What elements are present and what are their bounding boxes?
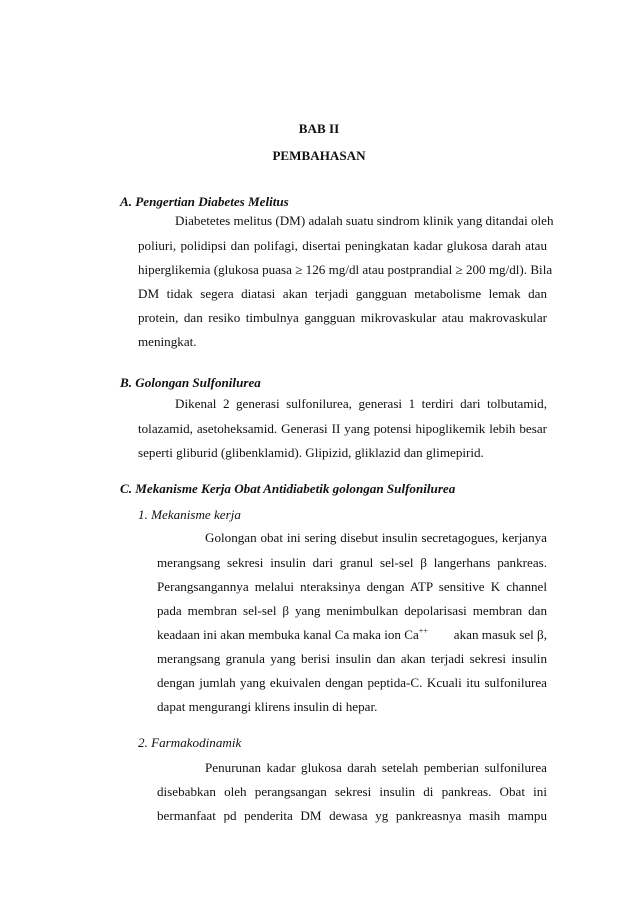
section-a-line-4: DM tidak segera diatasi akan terjadi gangguan metabolisme lemak dan (138, 286, 547, 301)
item-1-line-3: Perangsangannya melalui nteraksinya dengan ATP sensitive K channel (157, 579, 547, 594)
section-b-line-3: seperti gliburid (glibenklamid). Glipizid, gliklazid dan glimepirid. (138, 445, 484, 460)
section-a-line-5: protein, dan resiko timbulnya gangguan mikrovaskular atau makrovaskular (138, 310, 547, 325)
item-1-line-5 (157, 627, 547, 643)
section-b-line-1: Dikenal 2 generasi sulfonilurea, generasi 1 terdiri dari tolbutamid, (175, 396, 547, 411)
item-2-line-3: bermanfaat pd penderita DM dewasa yg pankreasnya masih mampu (157, 808, 547, 823)
section-a-line-2: poliuri, polidipsi dan polifagi, disertai peningkatan kadar glukosa darah atau (138, 238, 547, 253)
ca-charge-superscript: ++ (418, 626, 428, 636)
item-1-line-1: Golongan obat ini sering disebut insulin secretagogues, kerjanya (205, 530, 547, 545)
item-1-line-8: dapat mengurangi klirens insulin di hepar. (157, 699, 378, 714)
chapter-label: BAB II (298, 121, 340, 136)
item-1-line-5-end: akan masuk sel β, (453, 627, 547, 642)
item-1-line-2: merangsang sekresi insulin dari granul sel-sel β langerhans pankreas. (157, 555, 547, 570)
section-b-heading: B. Golongan Sulfonilurea (120, 375, 261, 390)
section-a-line-3: hiperglikemia (glukosa puasa ≥ 126 mg/dl atau postprandial ≥ 200 mg/dl). Bila (138, 262, 553, 277)
item-1-line-5-main: keadaan ini akan membuka kanal Ca maka ion Ca (157, 627, 419, 642)
item-2-heading: 2. Farmakodinamik (138, 735, 242, 750)
item-1-line-4: pada membran sel-sel β yang menimbulkan depolarisasi membran dan (157, 603, 547, 618)
item-1-heading: 1. Mekanisme kerja (138, 507, 241, 522)
section-b-line-2: tolazamid, asetoheksamid. Generasi II yang potensi hipoglikemik lebih besar (138, 421, 547, 436)
section-c-heading: C. Mekanisme Kerja Obat Antidiabetik golongan Sulfonilurea (120, 481, 456, 496)
item-2-line-1: Penurunan kadar glukosa darah setelah pemberian sulfonilurea (205, 760, 547, 775)
item-1-line-7: dengan jumlah yang ekuivalen dengan peptida-C. Kcuali itu sulfonilurea (157, 675, 547, 690)
item-1-line-5-text (157, 627, 428, 643)
section-a-heading: A. Pengertian Diabetes Melitus (120, 194, 289, 209)
chapter-title: PEMBAHASAN (272, 148, 366, 163)
section-a-line-1: Diabetetes melitus (DM) adalah suatu sindrom klinik yang ditandai oleh (175, 213, 554, 228)
item-2-line-2: disebabkan oleh perangsangan sekresi insulin di pankreas. Obat ini (157, 784, 547, 799)
item-1-line-6: merangsang granula yang berisi insulin dan akan terjadi sekresi insulin (157, 651, 547, 666)
section-a-line-6: meningkat. (138, 334, 197, 349)
